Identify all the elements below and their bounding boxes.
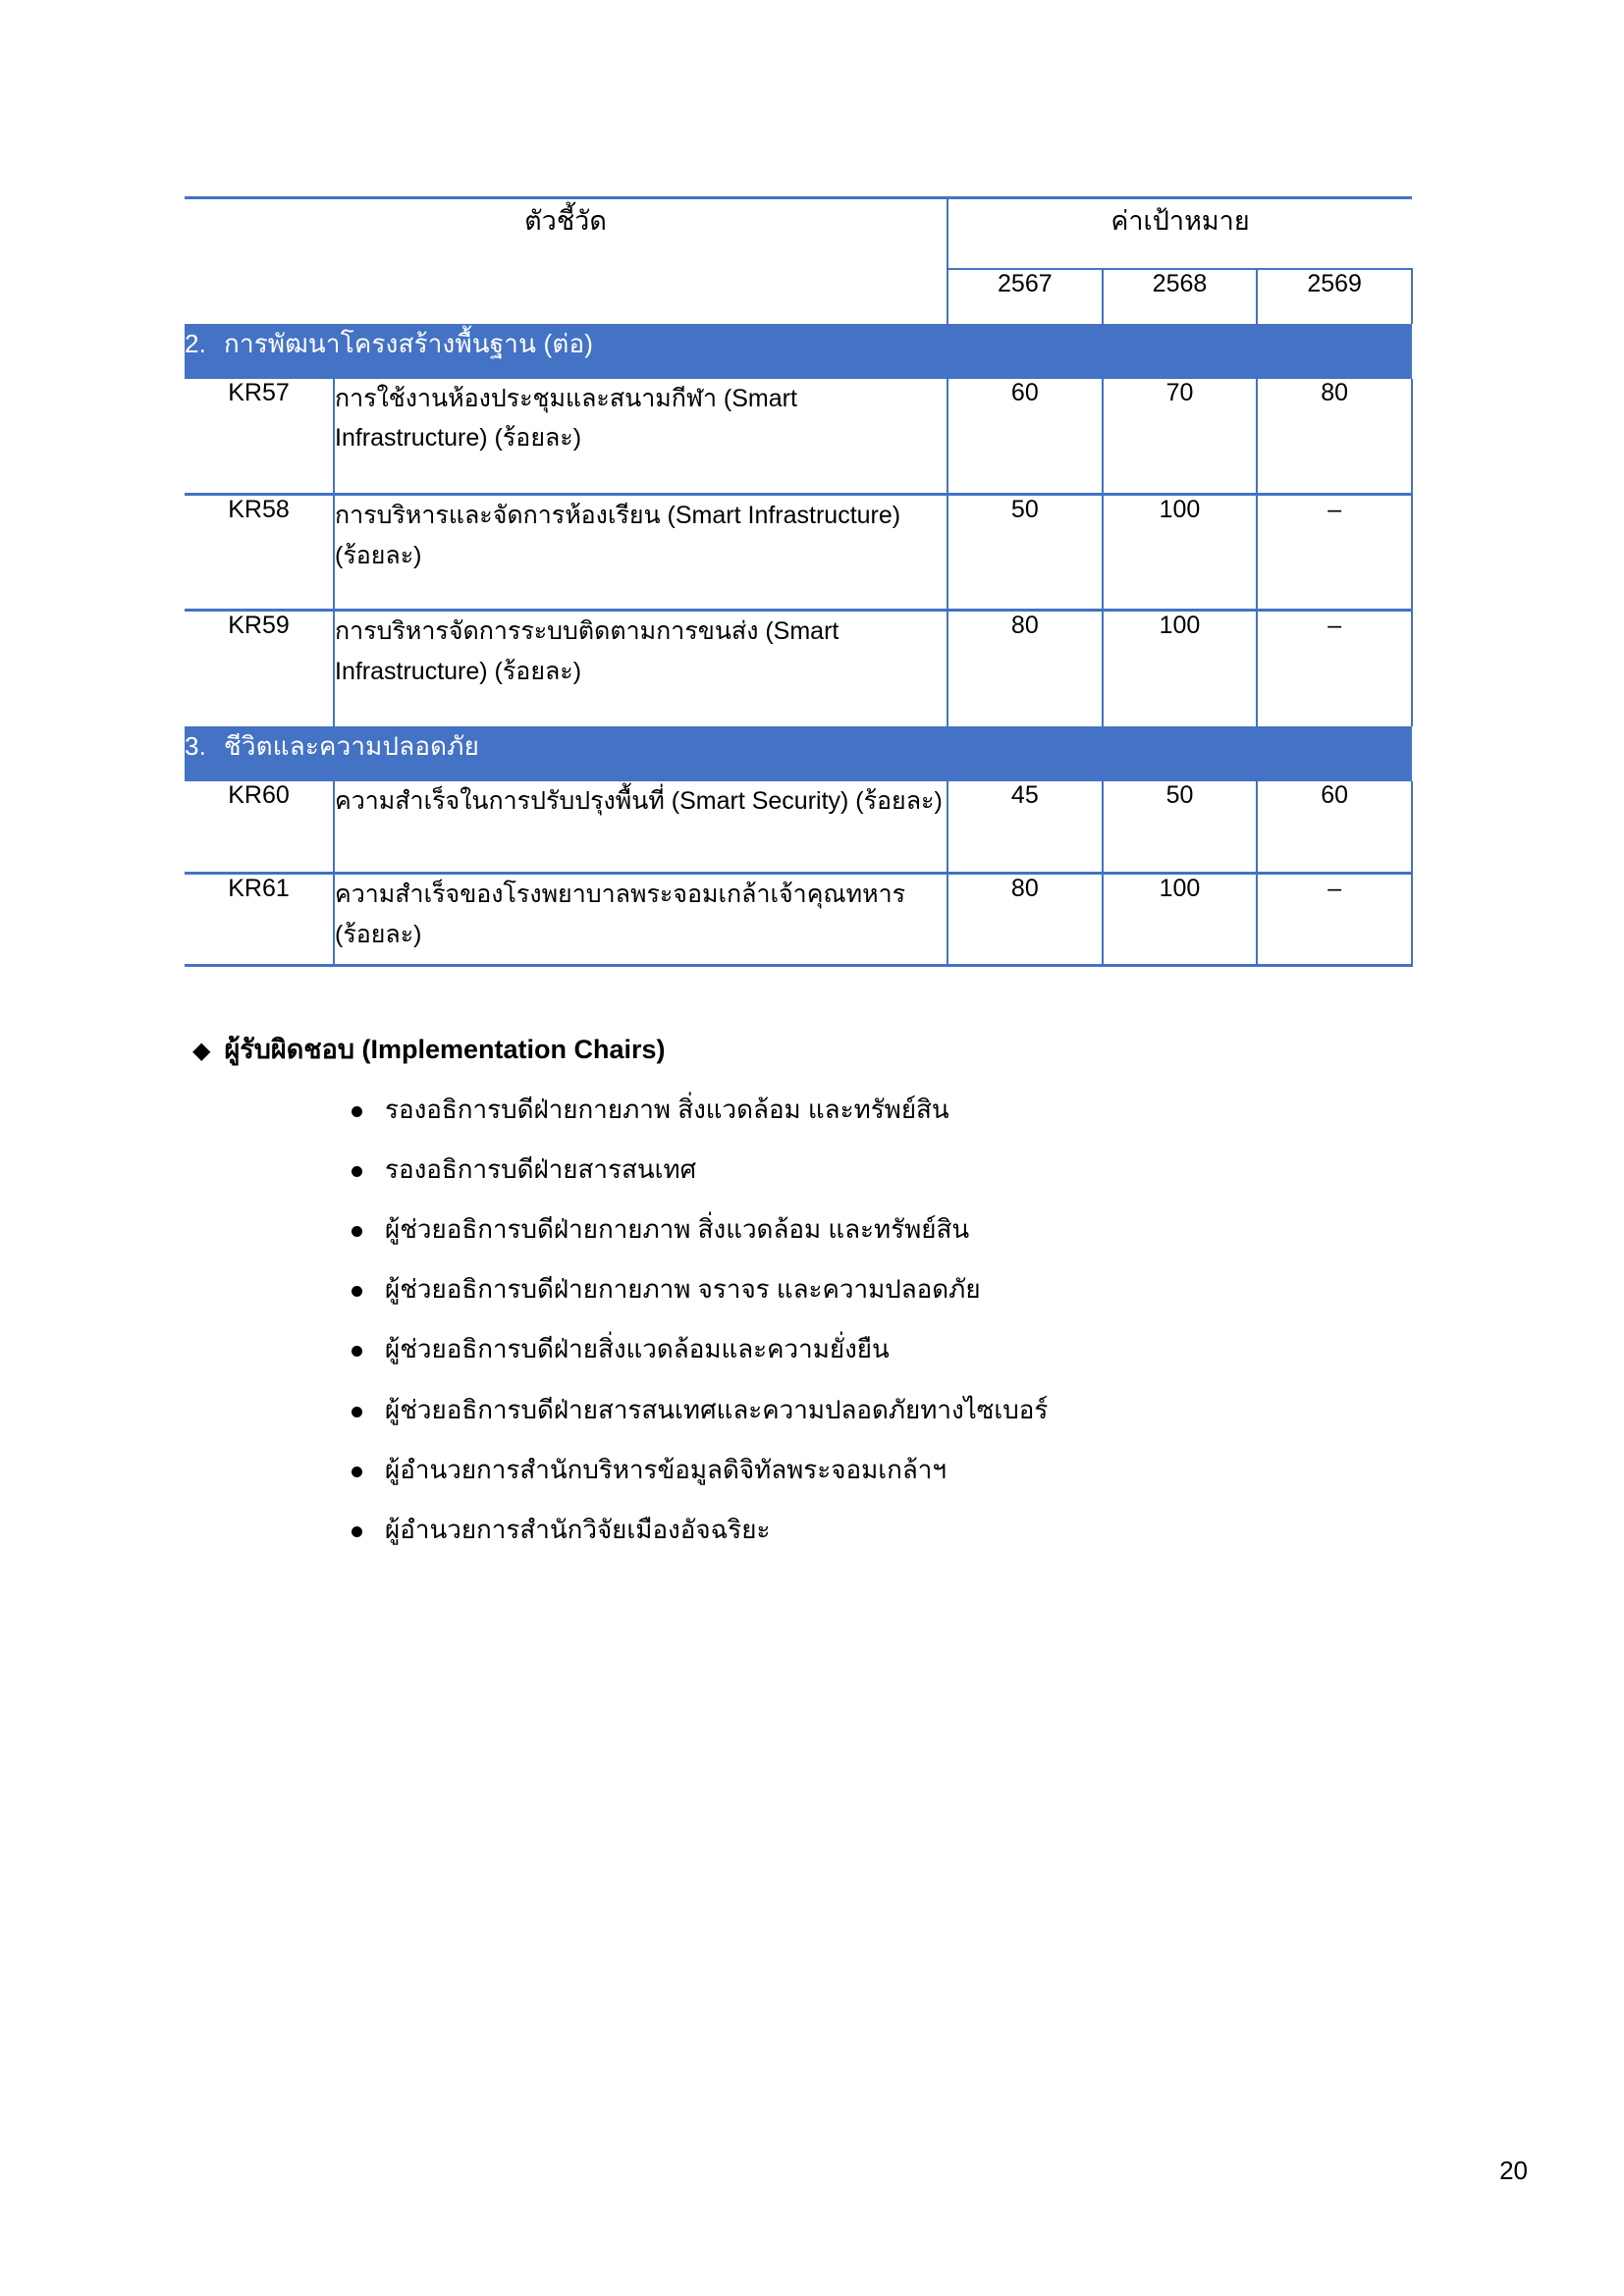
kr-code: KR59	[228, 612, 290, 639]
kr-description: ความสำเร็จของโรงพยาบาลพระจอมเกล้าเจ้าคุณทหาร (ร้อยละ)	[334, 874, 947, 966]
section-header-row	[185, 324, 1412, 379]
page-number: 20	[1499, 2156, 1528, 2185]
kr-value-2568: 100	[1103, 495, 1258, 611]
table-header	[185, 198, 1412, 324]
table-row	[185, 781, 1412, 874]
list-item: ผู้อำนวยการสำนักบริหารข้อมูลดิจิทัลพระจอมเกล้าฯ	[352, 1453, 1371, 1487]
kr-value-2568: 100	[1103, 611, 1258, 726]
table-header-row-main	[185, 198, 1412, 269]
table-row	[185, 495, 1412, 611]
header-year-2568: 2568	[1103, 269, 1258, 324]
kr-value-2567: 80	[947, 874, 1103, 966]
kr-description: การบริหารจัดการระบบติดตามการขนส่ง (Smart Infrastructure) (ร้อยละ)	[334, 611, 947, 726]
list-item: ผู้อำนวยการสำนักวิจัยเมืองอัจฉริยะ	[352, 1513, 1371, 1547]
kr-value-2567: 80	[947, 611, 1103, 726]
list-item: รองอธิการบดีฝ่ายกายภาพ สิ่งแวดล้อม และทรัพย์สิน	[352, 1093, 1371, 1127]
list-item: ผู้ช่วยอธิการบดีฝ่ายสิ่งแวดล้อมและความยั่งยืน	[352, 1332, 1371, 1366]
kr-description: การใช้งานห้องประชุมและสนามกีฬา (Smart Infrastructure) (ร้อยละ)	[334, 379, 947, 495]
section-number: 2.	[185, 328, 207, 358]
implementation-chairs-section	[192, 1033, 1371, 1573]
kr-value-2569: –	[1257, 874, 1412, 966]
table-row	[185, 874, 1412, 966]
kr-value-2569: 80	[1257, 379, 1412, 495]
kr-code: KR57	[185, 379, 334, 495]
list-item: ผู้ช่วยอธิการบดีฝ่ายกายภาพ สิ่งแวดล้อม และทรัพย์สิน	[352, 1212, 1371, 1247]
header-target: ค่าเป้าหมาย	[947, 198, 1412, 269]
section-header-3	[185, 726, 1412, 781]
kr-value-2568: 70	[1103, 379, 1258, 495]
chairs-heading-line	[192, 1033, 1371, 1067]
kr-value-2569: –	[1257, 611, 1412, 726]
header-spacer-indicator	[334, 269, 947, 324]
kr-description: การบริหารและจัดการห้องเรียน (Smart Infrastructure) (ร้อยละ)	[334, 495, 947, 611]
table-row	[185, 611, 1412, 726]
kr-indicator-table-container	[185, 196, 1412, 967]
kr-code: KR58	[185, 495, 334, 611]
section-header-row	[185, 726, 1412, 781]
kr-value-2567: 50	[947, 495, 1103, 611]
kr-value-2568: 50	[1103, 781, 1258, 874]
chairs-list	[192, 1093, 1371, 1547]
section-title: ชีวิตและความปลอดภัย	[224, 730, 480, 761]
section-header-2	[185, 324, 1412, 379]
header-spacer-code	[185, 269, 334, 324]
kr-description: ความสำเร็จในการปรับปรุงพื้นที่ (Smart Security) (ร้อยละ)	[334, 781, 947, 874]
table-row	[185, 379, 1412, 495]
header-year-2567: 2567	[947, 269, 1103, 324]
section-number: 3.	[185, 730, 207, 761]
section-title: การพัฒนาโครงสร้างพื้นฐาน (ต่อ)	[224, 328, 594, 358]
chairs-heading-text: ผู้รับผิดชอบ (Implementation Chairs)	[224, 1035, 666, 1064]
kr-value-2569: –	[1257, 495, 1412, 611]
kr-code: KR60	[185, 781, 334, 874]
table-body	[185, 324, 1412, 966]
header-year-2569: 2569	[1257, 269, 1412, 324]
diamond-bullet-icon: ◆	[192, 1038, 211, 1064]
kr-code: KR61	[185, 874, 334, 966]
table-header-row-years	[185, 269, 1412, 324]
kr-indicator-table	[185, 196, 1413, 967]
list-item: รองอธิการบดีฝ่ายสารสนเทศ	[352, 1152, 1371, 1187]
list-item: ผู้ช่วยอธิการบดีฝ่ายสารสนเทศและความปลอดภัยทางไซเบอร์	[352, 1393, 1371, 1427]
header-indicator: ตัวชี้วัด	[185, 198, 947, 269]
list-item: ผู้ช่วยอธิการบดีฝ่ายกายภาพ จราจร และความปลอดภัย	[352, 1272, 1371, 1307]
kr-value-2569: 60	[1257, 781, 1412, 874]
kr-value-2568: 100	[1103, 874, 1258, 966]
kr-value-2567: 45	[947, 781, 1103, 874]
kr-value-2567: 60	[947, 379, 1103, 495]
